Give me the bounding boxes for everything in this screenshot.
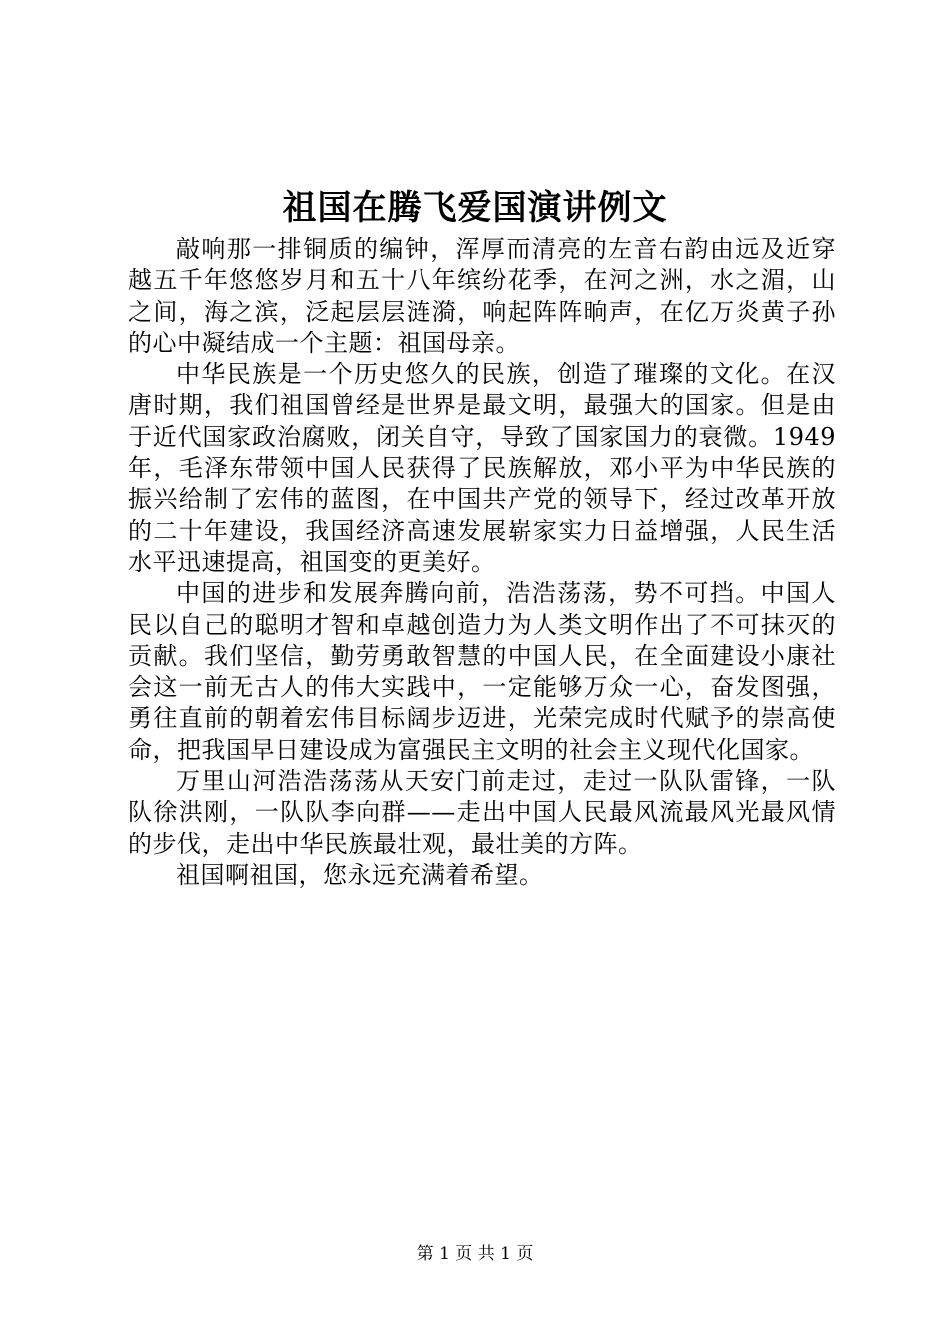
document-body (128, 234, 836, 891)
paragraph-3: 中国的进步和发展奔腾向前，浩浩荡荡，势不可挡。中国人民以自己的聪明才智和卓越创造力为人类文明作出了不可抹灭的贡献。我们坚信，勤劳勇敢智慧的中国人民，在全面建设小康社会这一前无古人的伟大实践中，一定能够万众一心，奋发图强，勇往直前的朝着宏伟目标阔步迈进，光荣完成时代赋予的崇高使命，把我国早日建设成为富强民主文明的社会主义现代化国家。 (128, 579, 836, 764)
page-footer: 第 1 页 共 1 页 (416, 1244, 534, 1264)
paragraph-5: 祖国啊祖国，您永远充满着希望。 (176, 860, 544, 889)
paragraph-2: 中华民族是一个历史悠久的民族，创造了璀璨的文化。在汉唐时期，我们祖国曾经是世界是最文明，最强大的国家。但是由于近代国家政治腐败，闭关自守，导致了国家国力的衰微。1949年，毛泽东带领中国人民获得了民族解放，邓小平为中华民族的振兴给制了宏伟的蓝图，在中国共产党的领导下，经过改革开放的二十年建设，我国经济高速发展崭家实力日益增强，人民生活水平迅速提高，祖国变的更美好。 (128, 360, 836, 576)
paragraph-1: 敲响那一排铜质的编钟，浑厚而清亮的左音右韵由远及近穿越五千年悠悠岁月和五十八年缤纷花季，在河之洲，水之湄，山之间，海之滨，泛起层层涟漪，响起阵阵晌声，在亿万炎黄子孙的心中凝结成一个主题：祖国母亲。 (128, 235, 836, 357)
paragraph-4: 万里山河浩浩荡荡从天安门前走过，走过一队队雷锋，一队队徐洪刚，一队队李向群——走出中国人民最风流最风光最风情的步伐，走出中华民族最壮观，最壮美的方阵。 (128, 767, 836, 858)
document-title: 祖国在腾飞爱国演讲例文 (282, 188, 668, 228)
